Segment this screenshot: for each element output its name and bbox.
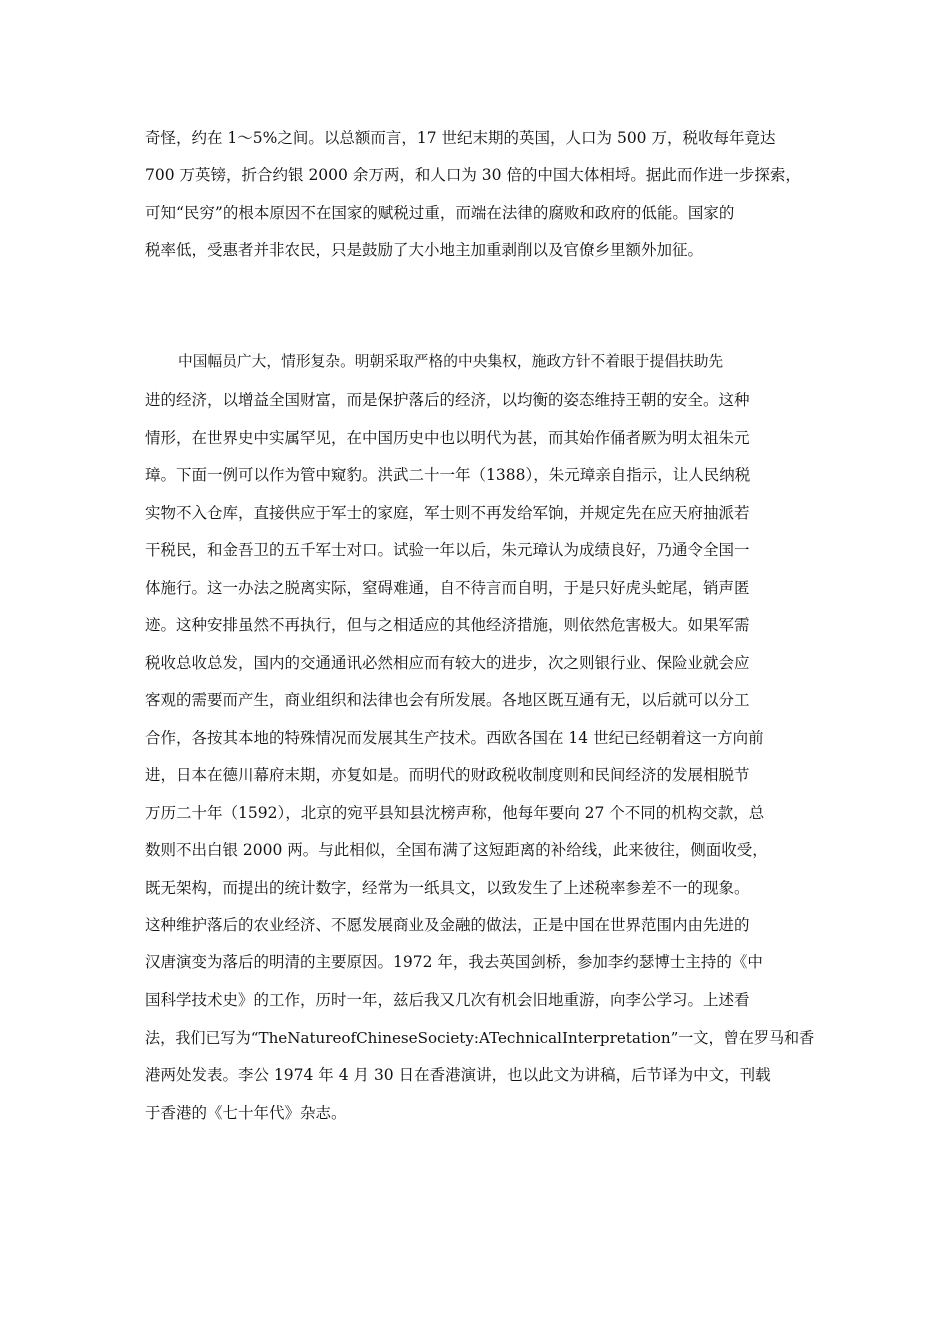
paragraph-2-line-9: 税收总收总发，国内的交通通讯必然相应而有较大的进步，次之则银行业、保险业就会应 [145,654,750,672]
paragraph-2-line-6: 干税民，和金吾卫的五千军士对口。试验一年以后，朱元璋认为成绩良好，乃通令全国一 [145,541,750,559]
paragraph-2-line-10: 客观的需要而产生，商业组织和法律也会有所发展。各地区既互通有无，以后就可以分工 [145,691,750,709]
paragraph-2-line-2: 进的经济，以增益全国财富，而是保护落后的经济，以均衡的姿态维持王朝的安全。这种 [145,391,750,409]
paragraph-2-line-15: 既无架构，而提出的统计数字，经常为一纸具文，以致发生了上述税率参差不一的现象。 [145,879,750,897]
paragraph-2-line-4: 璋。下面一例可以作为管中窥豹。洪武二十一年（1388），朱元璋亲自指示，让人民纳税 [145,466,751,484]
paragraph-2-line-18: 国科学技术史》的工作，历时一年，兹后我又几次有机会旧地重游，向李公学习。上述看 [145,991,750,1009]
paragraph-2-line-5: 实物不入仓库，直接供应于军士的家庭，军士则不再发给军饷，并规定先在应天府抽派若 [145,504,750,522]
paragraph-2-line-21: 于香港的《七十年代》杂志。 [145,1104,347,1122]
paragraph-2-line-17: 汉唐演变为落后的明清的主要原因。1972 年，我去英国剑桥，参加李约瑟博士主持的《中 [145,953,763,971]
paragraph-2-line-14: 数则不出白银 2000 两。与此相似，全国布满了这短距离的补给线，此来彼往，侧面收受， [145,841,768,859]
paragraph-2-line-3: 情形，在世界史中实属罕见，在中国历史中也以明代为甚，而其始作俑者厥为明太祖朱元 [145,429,750,447]
paragraph-2-line-7: 体施行。这一办法之脱离实际，窒碍难通，自不待言而自明，于是只好虎头蛇尾，销声匿 [145,579,750,597]
paragraph-1-line-1: 奇怪，约在 1～5%之间。以总额而言，17 世纪末期的英国，人口为 500 万，税收每年竟达 [145,129,776,147]
paragraph-2-line-19: 法，我们已写为“TheNatureofChineseSociety:ATechnicalInterpretation”一文，曾在罗马和香 [145,1029,815,1047]
paragraph-2-line-12: 进，日本在德川幕府末期，亦复如是。而明代的财政税收制度则和民间经济的发展相脱节 [145,766,750,784]
paragraph-1-line-2: 700 万英镑，折合约银 2000 余万两，和人口为 30 倍的中国大体相埒。据此而作进一步探索， [145,166,801,184]
paragraph-1-line-4: 税率低，受惠者并非农民，只是鼓励了大小地主加重剥削以及官僚乡里额外加征。 [145,241,704,259]
paragraph-2-line-16: 这种维护落后的农业经济、不愿发展商业及金融的做法，正是中国在世界范围内由先进的 [145,916,750,934]
paragraph-2-line-8: 迹。这种安排虽然不再执行，但与之相适应的其他经济措施，则依然危害极大。如果军需 [145,616,750,634]
paragraph-2-line-11: 合作，各按其本地的特殊情况而发展其生产技术。西欧各国在 14 世纪已经朝着这一方向前 [145,729,764,747]
paragraph-1-line-3: 可知“民穷”的根本原因不在国家的赋税过重，而端在法律的腐败和政府的低能。国家的 [145,204,735,222]
paragraph-2-line-13: 万历二十年（1592），北京的宛平县知县沈榜声称，他每年要向 27 个不同的机构交款，总 [145,804,765,822]
paragraph-2-line-20: 港两处发表。李公 1974 年 4 月 30 日在香港演讲，也以此文为讲稿，后节译为中文，刊载 [145,1066,771,1084]
paragraph-2-line-1: 中国幅员广大，情形复杂。明朝采取严格的中央集权，施政方针不着眼于提倡扶助先 [178,353,724,370]
